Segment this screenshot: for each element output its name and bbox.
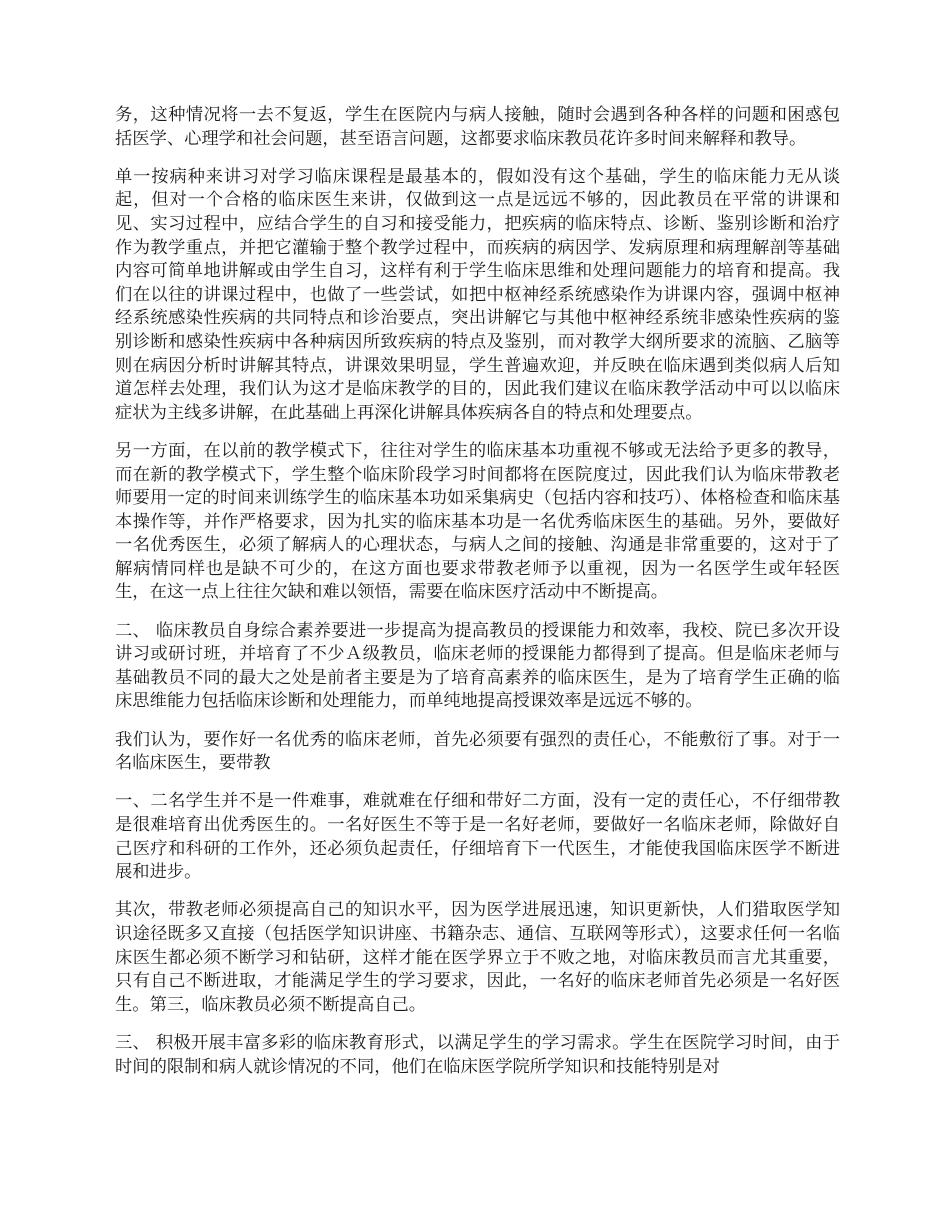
- paragraph-7: 其次，带教老师必须提高自己的知识水平，因为医学进展迅速，知识更新快，人们猎取医学知识途径既多又直接（包括医学知识讲座、书籍杂志、通信、互联网等形式），这要求任何一名临床医生都必须不断学习和钻研，这样才能在医学界立于不败之地，对临床教员而言尤其重要，只有自己不断进取，才能满足学生的学习要求，因此，一名好的临床老师首先必须是一名好医生。第三，临床教员必须不断提高自己。: [115, 900, 840, 1015]
- paragraph-8: 三、 积极开展丰富多彩的临床教育形式，以满足学生的学习需求。学生在医院学习时间，由于时间的限制和病人就诊情况的不同，他们在临床医学院所学知识和技能特别是对: [115, 1032, 840, 1077]
- paragraph-2: 单一按病种来讲习对学习临床课程是最基本的，假如没有这个基础，学生的临床能力无从谈起，但对一个合格的临床医生来讲，仅做到这一点是远远不够的，因此教员在平常的讲课和见、实习过程中，应结合学生的自习和接受能力，把疾病的临床特点、诊断、鉴别诊断和治疗作为教学重点，并把它灌输于整个教学过程中，而疾病的病因学、发病原理和病理解剖等基础内容可简单地讲解或由学生自习，这样有利于学生临床思维和处理问题能力的培育和提高。我们在以往的讲课过程中，也做了一些尝试，如把中枢神经系统感染作为讲课内容，强调中枢神经系统感染性疾病的共同特点和诊治要点，突出讲解它与其他中枢神经系统非感染性疾病的鉴别诊断和感染性疾病中各种病因所致疾病的特点及鉴别，而对教学大纲所要求的流脑、乙脑等则在病因分析时讲解其特点，讲课效果明显，学生普遍欢迎，并反映在临床遇到类似病人后知道怎样去处理，我们认为这才是临床教学的目的，因此我们建议在临床教学活动中可以以临床症状为主线多讲解，在此基础上再深化讲解具体疾病各自的特点和处理要点。: [115, 166, 840, 423]
- paragraph-6: 一、二名学生并不是一件难事，难就难在仔细和带好二方面，没有一定的责任心，不仔细带教是很难培育出优秀医生的。一名好医生不等于是一名好老师，要做好一名临床老师，除做好自己医疗和科研的工作外，还必须负起责任，仔细培育下一代医生，才能使我国临床医学不断进展和进步。: [115, 791, 840, 883]
- paragraph-4: 二、 临床教员自身综合素养要进一步提高为提高教员的授课能力和效率，我校、院已多次开设讲习或研讨班，并培育了不少Ａ级教员，临床老师的授课能力都得到了提高。但是临床老师与基础教员不同的最大之处是前者主要是为了培育高素养的临床医生，是为了培育学生正确的临床思维能力包括临床诊断和处理能力，而单纯地提高授课效率是远远不够的。: [115, 620, 840, 712]
- paragraph-5: 我们认为，要作好一名优秀的临床老师，首先必须要有强烈的责任心，不能敷衍了事。对于一名临床医生，要带教: [115, 729, 840, 774]
- paragraph-3: 另一方面，在以前的教学模式下，往往对学生的临床基本功重视不够或无法给予更多的教导，而在新的教学模式下，学生整个临床阶段学习时间都将在医院度过，因此我们认为临床带教老师要用一定的时间来训练学生的临床基本功如采集病史（包括内容和技巧）、体格检查和临床基本操作等，并作严格要求，因为扎实的临床基本功是一名优秀临床医生的基础。另外，要做好一名优秀医生，必须了解病人的心理状态，与病人之间的接触、沟通是非常重要的，这对于了解病情同样也是缺不可少的，在这方面也要求带教老师予以重视，因为一名医学生或年轻医生，在这一点上往往欠缺和难以领悟，需要在临床医疗活动中不断提高。: [115, 440, 840, 603]
- document-body: [115, 104, 840, 1094]
- paragraph-1: 务，这种情况将一去不复返，学生在医院内与病人接触，随时会遇到各种各样的问题和困惑包括医学、心理学和社会问题，甚至语言问题，这都要求临床教员花许多时间来解释和教导。: [115, 105, 840, 149]
